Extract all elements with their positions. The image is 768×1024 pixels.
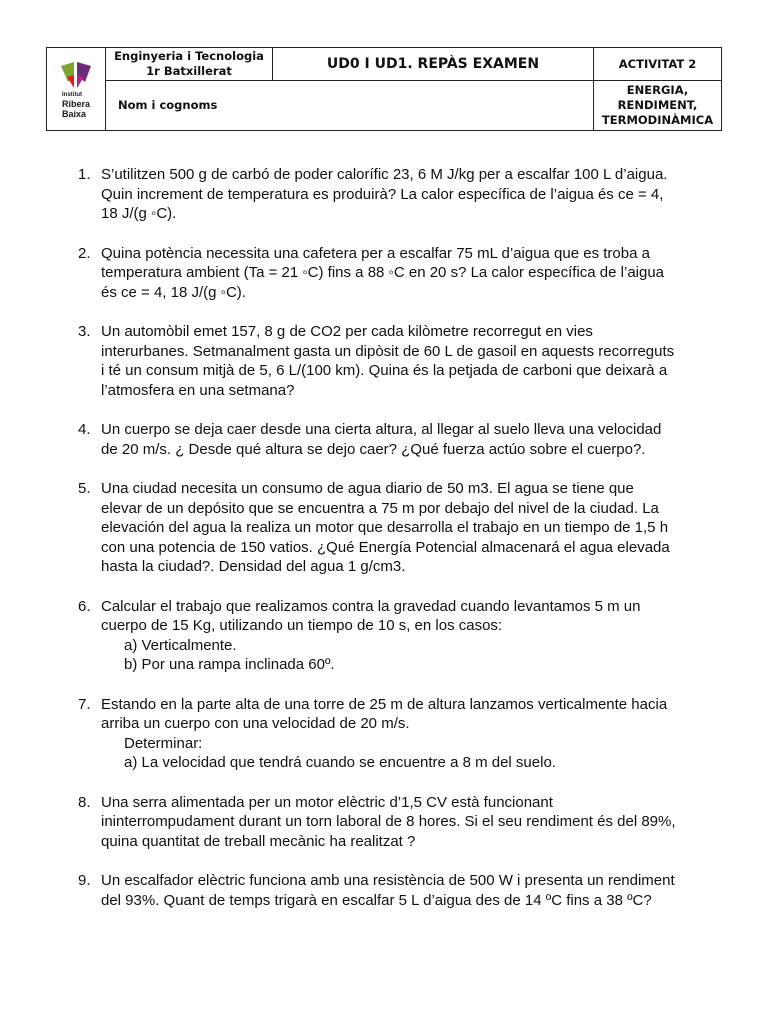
question-text: Quina potència necessita una cafetera per a escalfar 75 mL d’aigua que es troba a temperatura ambient (Ta = 21 ◦C) fins a 88 ◦C en 20 s? La calor específica de l’aigua és ce = 4, 18 J/(g ◦C). <box>101 244 665 301</box>
question-item <box>68 871 678 910</box>
question-item <box>68 244 678 303</box>
question-text: Estando en la parte alta de una torre de 25 m de altura lanzamos verticalmente hacia arriba un cuerpo con una velocidad de 20 m/s. <box>101 695 668 732</box>
question-item <box>68 420 678 459</box>
question-number: 9. <box>78 872 91 889</box>
question-item <box>68 165 678 224</box>
question-list <box>68 165 678 930</box>
activity-label: ACTIVITAT 2 <box>594 48 722 81</box>
question-number: 5. <box>78 480 91 497</box>
question-text: S’utilitzen 500 g de carbó de poder calorífic 23, 6 M J/kg per a escalfar 100 L d’aigua. Quin increment de temperatura es produirà? La calor específica de l’aigua és ce = 4, 18 J/(g ◦C). <box>101 166 668 222</box>
subject-name: Enginyeria i Tecnologia <box>114 49 264 63</box>
question-number: 1. <box>78 166 91 183</box>
course-name: 1r Batxillerat <box>146 64 232 78</box>
question-number: 7. <box>78 695 91 713</box>
question-item <box>68 597 678 675</box>
question-text: Un escalfador elèctric funciona amb una resistència de 500 W i presenta un rendiment del 93%. Quant de temps trigarà en escalfar 5 L d’aigua des de 14 ºC fins a 38 ºC? <box>101 872 675 909</box>
name-label: Nom i cognoms <box>106 81 594 131</box>
question-text: Calcular el trabajo que realizamos contra la gravedad cuando levantamos 5 m un cuerpo de 15 Kg, utilizando un tiempo de 10 s, en los casos: <box>101 597 641 634</box>
logo-text <box>62 92 90 119</box>
topic-line-2: RENDIMENT, <box>617 98 698 112</box>
logo-small-text: Institut <box>61 91 82 98</box>
question-item <box>68 479 678 577</box>
question-item <box>68 695 678 773</box>
question-number: 2. <box>78 244 91 262</box>
sub-item: a) La velocidad que tendrá cuando se encuentre a 8 m del suelo. <box>124 754 556 771</box>
logo-line-2: Baixa <box>61 108 87 119</box>
school-logo <box>47 48 106 131</box>
sub-item: b) Por una rampa inclinada 60º. <box>124 656 335 673</box>
question-text: Un automòbil emet 157, 8 g de CO2 per cada kilòmetre recorregut en vies interurbanes. Setmanalment gasta un dipòsit de 60 L de gasoil en aquests recorreguts i té un consum mitjà de 5, 6 L/(100 km). Quina és la petjada de carboni que deixarà a l’atmosfera en una setmana? <box>101 323 675 399</box>
topic-cell <box>594 81 722 131</box>
exam-title: UD0 I UD1. REPÀS EXAMEN <box>273 48 594 81</box>
question-item <box>68 793 678 852</box>
topic-line-3: TERMODINÀMICA <box>601 113 714 127</box>
topic-line-1: ENERGIA, <box>626 83 689 97</box>
question-text: Un cuerpo se deja caer desde una cierta altura, al llegar al suelo lleva una velocidad de 20 m/s. ¿ Desde qué altura se dejo caer? ¿Qué fuerza actúo sobre el cuerpo?. <box>101 421 662 458</box>
question-number: 4. <box>78 421 91 438</box>
sub-item: a) Verticalmente. <box>124 636 237 654</box>
question-item <box>68 322 678 400</box>
question-text: Una serra alimentada per un motor elèctric d’1,5 CV està funcionant ininterrompudament durant un torn laboral de 8 hores. Si el seu rendiment és del 89%, quina quantitat de treball mecànic ha realitzat ? <box>101 793 676 850</box>
subject-cell <box>106 48 273 81</box>
question-text: Una ciudad necesita un consumo de agua diario de 50 m3. El agua se tiene que elevar de un depósito que se encuentra a 75 m por debajo del nivel de la ciudad. La elevación del agua la realiza un motor que desarrolla el trabajo en un tiempo de 1,5 h con una potencia de 150 vatios. ¿Qué Energía Potencial almacenará el agua elevada hasta la ciudad?. Densidad del agua 1 g/cm3. <box>101 480 670 575</box>
sub-item: Determinar: <box>124 734 203 752</box>
question-number: 8. <box>78 793 91 811</box>
question-number: 3. <box>78 323 91 340</box>
question-number: 6. <box>78 597 91 615</box>
header-table <box>46 47 722 131</box>
logo-icon <box>59 60 93 90</box>
logo-line-1: Ribera <box>61 98 90 109</box>
